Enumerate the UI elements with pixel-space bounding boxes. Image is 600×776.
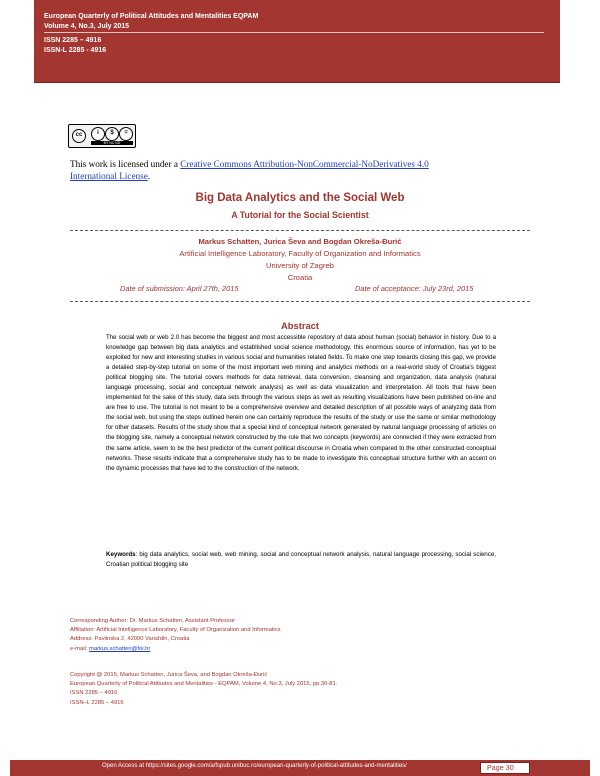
footer-bar (10, 760, 590, 776)
corresponding-affiliation: Affiliation: Artificial Intelligence Laboratory, Faculty of Organization and Informatics (70, 627, 281, 634)
by-icon: i (91, 127, 105, 141)
corresponding-author: Corresponding Author: Dr. Markus Schatten, Assistant Professor (70, 618, 235, 624)
paper-subtitle: A Tutorial for the Social Scientist (231, 210, 369, 220)
title-rule (70, 230, 530, 231)
paper-title: Big Data Analytics and the Social Web (195, 192, 405, 204)
license-link[interactable]: Creative Commons Attribution-NonCommercial-NoDerivatives 4.0 (180, 159, 429, 169)
keywords-list: : big data analytics, social web, web mining, social and conceptual network analysis, natural language processing, social science, Croatian political blogging site (106, 551, 496, 568)
journal-header (34, 0, 560, 83)
author-and: and (305, 237, 324, 246)
dates-rule (70, 301, 530, 302)
page-number-box (480, 762, 530, 774)
author-names: Markus Schatten, Jurica Ševa (198, 237, 306, 246)
nc-icon: $ (105, 127, 119, 141)
keywords-label: Keywords (106, 551, 136, 558)
journal-volume: Volume 4, No.3, July 2015 (44, 23, 130, 30)
citation-line: European Quarterly of Political Attitudes and Mentalities - EQPAM, Volume 4, No.3, July 2015, pp.30-81. (70, 681, 338, 688)
page-number: Page 30 (487, 763, 514, 772)
abstract-body: The social web or web 2.0 has become the biggest and most accessible repository of data about human (social) behavior in history. Due to a knowledge gap between big data analytics and established social science methodology, this enormous source of information, has yet to be exploited for new and interesting studies in various social and humanities related fields. To make one step towards closing this gap, we provide a detailed step-by-step tutorial on some of the most important web mining and analytics methods on a real-world study of Croatia's biggest political blogging site. The tutorial covers methods for data retrieval, data conversion, cleansing and organization, data analysis (natural language processing, social and conceptual network analysis) as well as data visualization and interpretation. All tools that have been implemented for the sake of this study, data sets through the various steps as well as resulting visualizations have been published on-line and are free to use. The tutorial is not meant to be a comprehensive overview and detailed description of all possible ways of analyzing data from the social web, but using the steps outlined herein one can certainly reproduce the results of the study or use the same or similar methodology for other datasets. Results of the study show that a special kind of conceptual network generated by natural language processing of articles on the blogging site, namely a conceptual network constructed by the rule that two concepts (keywords) are connected if they were extracted from the same article, seem to be the best predictor of the current political discourse in Croatia when compared to the other constructed conceptual networks. These results indicate that a comprehensive study has to be made to investigate this conceptual structure further with an accent on the dynamic processes that have led to the construction of the network. (106, 334, 496, 472)
keywords (106, 550, 496, 570)
authors (0, 237, 600, 246)
affiliation-line3: Croatia (287, 273, 313, 282)
corresponding-email: e-mail: markus.schatten@foi.hr (70, 645, 151, 652)
cc-strip: BY NC ND (91, 141, 133, 145)
copyright-line: Copyright @ 2015, Markus Schatten, Jurica Ševa, and Bogdan Okreša-Đurić (70, 672, 268, 678)
journal-issn-l: ISSN-L 2285 - 4916 (44, 47, 107, 54)
nd-icon: = (119, 127, 133, 141)
license-prefix: This work is licensed under a (70, 159, 181, 169)
affiliation-line1: Artificial Intelligence Laboratory, Faculty of Organization and Informatics (179, 249, 421, 258)
journal-issn: ISSN 2285 – 4916 (44, 37, 102, 44)
email-link[interactable]: markus.schatten@foi.hr (89, 645, 151, 652)
license-link-line2[interactable]: International License (70, 171, 148, 181)
copyright-issn: ISSN 2285 – 4916 (70, 690, 118, 697)
submission-date: Date of submission: April 27th, 2015 (120, 284, 239, 293)
abstract-heading: Abstract (280, 320, 320, 331)
copyright-block (70, 671, 550, 708)
author-names-last: Bogdan Okreša-Đurić (323, 237, 402, 246)
corresponding-author-block (70, 617, 530, 654)
license-suffix: . (147, 171, 151, 181)
header-divider (44, 32, 544, 33)
corresponding-address: Address: Pavlinska 2, 42000 Varaždin, Croatia (70, 636, 190, 643)
creative-commons-logo (68, 124, 136, 148)
open-access-link[interactable]: Open Access at https://sites.google.com/a/fspub.unibuc.ro/european-quarterly-of-political-attitudes-and-mentalities/ (102, 763, 407, 769)
affiliation-line2: University of Zagreb (266, 261, 334, 270)
acceptance-date: Date of acceptance: July 23rd, 2015 (355, 284, 474, 293)
license-statement (70, 158, 530, 182)
copyright-issn-l: ISSN–L 2285 – 4916 (70, 699, 124, 706)
cc-icon: cc (72, 129, 86, 143)
journal-title: European Quarterly of Political Attitudes and Mentalities EQPAM (44, 13, 259, 20)
